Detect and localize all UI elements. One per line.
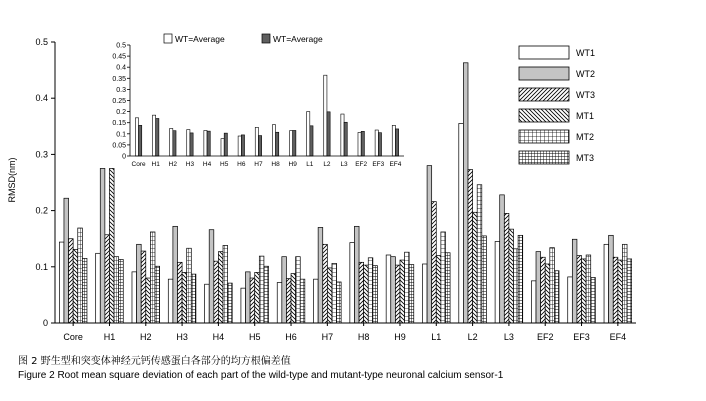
inset-legend-label-white: WT=Average [175,34,225,44]
main-bar-mt3-h1 [119,259,124,323]
main-x-tick-label-ef2: EF2 [536,332,554,342]
main-bar-wt3-h4 [214,261,219,323]
main-bar-wt2-l1 [427,166,432,323]
inset-bar-white-l2 [324,75,327,156]
main-bar-mt1-h6 [291,274,296,323]
main-bar-mt2-h5 [259,256,264,323]
main-bar-wt3-l3 [504,213,509,323]
inset-bars [135,75,398,156]
inset-bar-dark-h7 [258,136,261,156]
main-x-tick-label-l1: L1 [431,332,442,342]
inset-bar-dark-ef4 [395,129,398,156]
inset-bar-dark-l3 [344,122,347,156]
main-bar-mt2-core [78,228,83,323]
inset-bar-white-h2 [170,128,173,156]
main-legend-label-wt2: WT2 [576,69,595,79]
main-bar-wt2-h1 [100,168,105,323]
inset-x-tick-label-ef3: EF3 [372,161,385,168]
main-x-tick-label-h4: H4 [212,332,225,342]
inset-bar-dark-ef2 [361,131,364,156]
main-bar-mt2-l1 [441,232,446,323]
inset-x-tick-label-l1: L1 [306,161,314,168]
main-bar-mt3-ef3 [591,277,596,323]
main-bar-mt3-h4 [228,283,233,323]
inset-bar-white-h8 [272,125,275,156]
main-bar-mt3-l2 [482,236,487,323]
inset-x-tick-label-h7: H7 [254,161,263,168]
inset-legend-swatch-dark [262,34,270,43]
figure-caption-english: Figure 2 Root mean square deviation of each part of the wild-type and mutant-type neuronal calcium sensor-1 [18,370,504,381]
main-bar-mt1-h3 [182,272,187,323]
main-bar-mt3-h9 [409,265,414,323]
main-bar-wt2-h7 [318,227,323,323]
main-bar-wt1-h3 [168,279,173,323]
main-x-tick-label-ef4: EF4 [609,332,627,342]
main-bar-wt1-ef4 [604,244,609,323]
main-bar-wt3-core [69,239,74,323]
inset-x-tick-label-h6: H6 [237,161,246,168]
main-bar-mt3-ef4 [627,259,632,323]
inset-y-tick-label: 0.45 [112,53,126,61]
inset-x-tick-label-h8: H8 [271,161,280,168]
main-bar-wt3-ef4 [613,257,618,323]
main-legend-label-mt3: MT3 [576,153,594,163]
main-bar-wt3-ef3 [577,256,582,323]
main-bar-wt1-l2 [459,123,464,323]
inset-bar-dark-h2 [173,131,176,156]
main-bar-wt1-h4 [205,284,210,323]
main-bar-wt1-l1 [422,264,427,323]
main-bar-wt2-h5 [246,272,251,323]
main-bar-wt2-core [64,198,69,323]
inset-bar-dark-h9 [293,130,296,156]
main-bar-mt1-ef4 [618,260,623,323]
main-bar-wt1-ef2 [531,281,536,323]
main-bar-wt1-ef3 [568,277,573,323]
main-bar-mt1-ef3 [582,259,587,323]
main-bar-wt1-h7 [314,279,319,323]
main-bar-wt2-h3 [173,226,178,323]
main-bars [59,63,631,323]
main-bar-wt3-l2 [468,170,473,323]
main-y-tick-label: 0.3 [35,149,48,160]
main-legend-label-mt2: MT2 [576,132,594,142]
main-legend-swatch-mt3 [519,151,569,164]
main-bar-wt1-core [59,242,64,323]
main-x-tick-label-h7: H7 [321,332,334,342]
main-bar-mt3-h8 [373,266,378,323]
inset-bar-white-l3 [341,114,344,156]
inset-bar-white-h5 [221,139,224,156]
inset-bar-dark-ef3 [378,133,381,156]
inset-legend [164,34,323,44]
main-bar-wt1-h9 [386,255,391,323]
main-bar-mt1-h7 [327,268,332,323]
main-bar-wt1-h2 [132,272,137,323]
main-bar-mt2-h2 [150,232,155,323]
main-bar-mt2-ef4 [622,244,627,323]
main-y-ticks [35,37,55,328]
main-y-tick-label: 0 [42,318,48,328]
inset-bar-white-h1 [152,115,155,156]
inset-y-tick-label: 0.5 [116,42,126,50]
main-bar-wt1-h1 [96,253,101,323]
inset-x-ticks [132,161,402,168]
main-bar-mt2-h4 [223,245,228,323]
main-x-tick-label-l2: L2 [467,332,478,342]
inset-bar-dark-h8 [276,132,279,156]
main-x-tick-label-h5: H5 [248,332,261,342]
inset-x-tick-label-h3: H3 [185,161,195,168]
inset-y-tick-label: 0.3 [116,86,126,94]
inset-legend-label-dark: WT=Average [273,34,323,44]
main-bar-mt1-l2 [473,212,478,323]
main-bar-wt3-l1 [432,202,437,323]
inset-y-ticks [112,43,130,161]
inset-x-tick-label-l3: L3 [340,161,348,168]
inset-x-tick-label-l2: L2 [323,161,331,168]
main-legend [519,46,595,164]
main-y-tick-label: 0.1 [35,261,48,272]
inset-x-tick-label-ef4: EF4 [389,161,402,168]
inset-x-tick-label-h4: H4 [202,161,212,168]
main-bar-mt2-h7 [332,263,337,323]
inset-y-tick-label: 0.2 [116,109,126,117]
main-bar-wt3-h9 [395,265,400,323]
main-legend-swatch-mt2 [519,130,569,143]
inset-bar-white-l1 [307,112,310,156]
main-y-axis-label: RMSD(nm) [7,157,17,203]
main-bar-wt2-h6 [282,257,287,323]
inset-y-tick-label: 0.1 [116,131,126,139]
main-y-tick-label: 0.4 [35,93,48,104]
main-legend-swatch-wt2 [519,67,569,80]
main-bar-mt2-h1 [114,257,119,323]
main-bar-wt3-ef2 [541,257,546,323]
main-bar-wt2-l2 [463,63,468,323]
main-bar-mt3-core [82,258,87,323]
main-bar-mt3-ef2 [554,271,559,323]
main-bar-mt2-ef3 [586,255,591,323]
inset-x-tick-label-h1: H1 [151,161,160,168]
main-bar-wt3-h6 [286,279,291,323]
inset-legend-swatch-white [164,34,172,43]
main-bar-wt1-h5 [241,288,246,323]
main-bar-mt3-h2 [155,266,160,323]
main-bar-wt2-h9 [391,257,396,323]
main-bar-mt2-l3 [514,249,519,323]
main-bar-mt3-h3 [191,274,196,323]
inset-y-tick-label: 0 [122,153,126,161]
main-x-tick-label-h6: H6 [285,332,297,342]
inset-bar-white-h7 [255,127,258,156]
inset-bar-dark-h4 [207,131,210,156]
main-bar-wt3-h7 [323,244,328,323]
main-legend-label-mt1: MT1 [576,111,594,121]
figure-caption-chinese: 图 2 野生型和突变体神经元钙传感蛋白各部分的均方根偏差值 [18,356,291,367]
inset-y-tick-label: 0.4 [116,64,126,72]
main-bar-wt1-l3 [495,242,500,323]
main-legend-swatch-wt3 [519,88,569,101]
inset-bar-white-ef3 [375,130,378,156]
inset-y-tick-label: 0.25 [112,98,126,105]
main-x-tick-label-ef3: EF3 [573,332,590,342]
main-bar-mt1-ef2 [545,264,550,323]
main-legend-label-wt3: WT3 [576,90,595,100]
inset-y-tick-label: 0.35 [112,75,126,83]
inset-x-tick-label-core: Core [131,161,146,168]
inset-y-tick-label: 0.15 [112,120,126,128]
main-bar-wt3-h5 [250,278,255,323]
inset-x-tick-label-h9: H9 [288,161,297,168]
main-bar-wt3-h3 [177,262,182,323]
main-bar-mt1-h1 [109,168,114,323]
main-bar-mt2-ef2 [550,248,555,323]
main-x-tick-label-h1: H1 [103,332,116,342]
main-y-tick-label: 0.5 [35,37,48,47]
inset-bar-white-core [135,118,138,156]
main-bar-mt3-h7 [337,282,342,323]
inset-bar-white-h6 [238,136,241,156]
inset-bar-white-ef4 [392,125,395,156]
main-bar-mt1-h4 [218,252,223,323]
main-bar-wt2-h4 [209,230,214,323]
main-bar-mt2-h3 [187,248,192,323]
inset-bar-white-h3 [187,130,190,156]
main-x-ticks [63,323,626,342]
main-bar-chart [7,37,636,342]
main-bar-wt2-h2 [137,244,142,323]
main-bar-mt1-h5 [255,272,260,323]
main-bar-mt3-h5 [264,266,269,323]
inset-bar-chart [112,34,404,168]
main-x-tick-label-h3: H3 [176,332,188,342]
inset-bar-dark-h5 [224,133,227,156]
main-bar-wt3-h2 [141,251,146,323]
main-bar-mt3-l1 [445,253,450,323]
inset-bar-dark-l1 [310,126,313,156]
inset-x-tick-label-h5: H5 [220,161,229,168]
main-bar-wt3-h8 [359,262,364,323]
inset-y-tick-label: 0.05 [112,142,126,150]
main-bar-mt1-h2 [146,278,151,323]
main-bar-mt1-h9 [400,260,405,323]
main-bar-mt1-l1 [436,256,441,323]
main-bar-mt2-h6 [296,257,301,323]
main-x-tick-label-l3: L3 [503,332,514,342]
inset-bar-dark-core [139,125,142,156]
main-x-tick-label-h9: H9 [394,332,406,342]
inset-bar-white-ef2 [358,132,361,156]
main-bar-wt2-ef3 [572,239,577,323]
main-y-tick-label: 0.2 [35,205,48,216]
main-x-tick-label-core: Core [63,332,83,342]
main-x-tick-label-h8: H8 [357,332,370,342]
main-bar-wt1-h6 [277,283,282,323]
main-bar-wt2-ef2 [536,252,541,323]
inset-bar-dark-l2 [327,112,330,156]
main-bar-wt3-h1 [105,235,110,323]
inset-x-tick-label-ef2: EF2 [355,161,368,168]
main-bar-mt3-l3 [518,235,523,323]
main-bar-mt2-h8 [368,258,373,323]
inset-bar-dark-h3 [190,133,193,156]
main-bar-mt3-h6 [300,279,305,323]
main-legend-label-wt1: WT1 [576,48,595,58]
inset-bar-white-h9 [289,131,292,156]
inset-bar-white-h4 [204,130,207,156]
inset-bar-dark-h6 [241,135,244,156]
main-bar-mt1-core [73,249,78,323]
main-bar-wt2-l3 [500,195,505,323]
main-legend-swatch-wt1 [519,46,569,59]
main-bar-mt1-l3 [509,229,514,323]
main-bar-mt1-h8 [364,265,369,323]
main-bar-mt2-l2 [477,185,482,323]
main-bar-wt2-h8 [354,226,359,323]
main-bar-mt2-h9 [405,252,410,323]
inset-x-tick-label-h2: H2 [168,161,177,168]
main-x-tick-label-h2: H2 [140,332,152,342]
inset-bar-dark-h1 [156,118,159,156]
main-legend-swatch-mt1 [519,109,569,122]
main-bar-wt2-ef4 [609,235,614,323]
main-bar-wt1-h8 [350,243,355,323]
